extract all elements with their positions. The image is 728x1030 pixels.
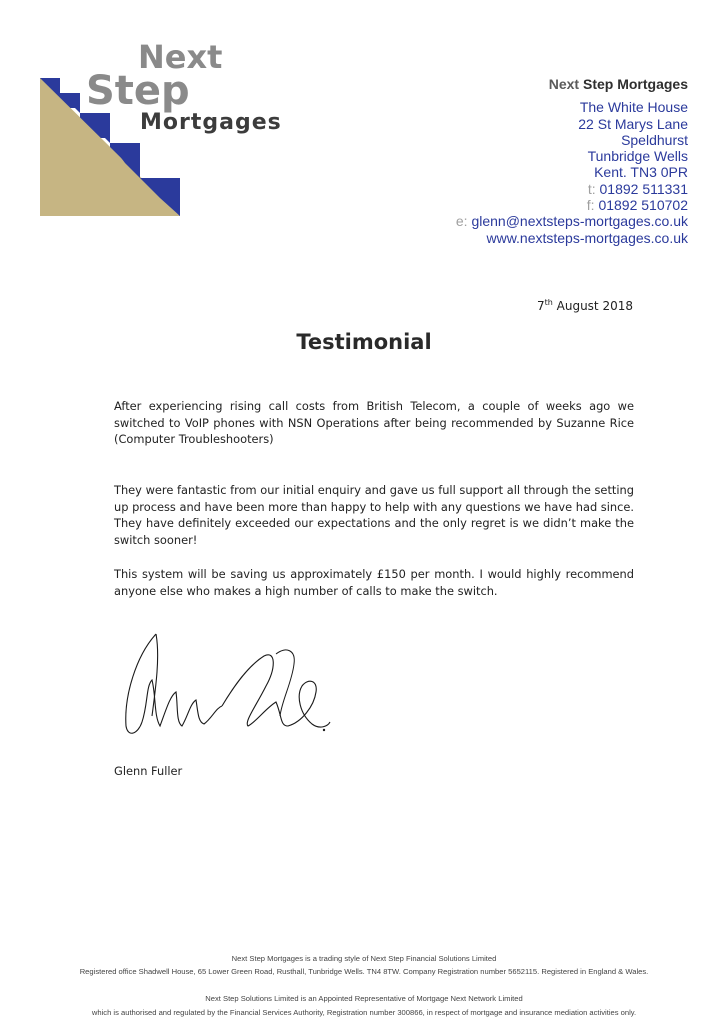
email-label: e: [455, 213, 468, 230]
company-name-light: Next [548, 76, 580, 92]
letterhead-company [456, 76, 688, 92]
address-line: Speldhurst [621, 131, 688, 148]
address-line: 22 St Marys Lane [578, 115, 688, 132]
phone-number: 01892 511331 [599, 180, 688, 197]
fax-line [456, 197, 688, 213]
email-address[interactable]: glenn@nextsteps-mortgages.co.uk [471, 213, 688, 230]
date-month-year: August 2018 [552, 299, 633, 313]
body-paragraph: After experiencing rising call costs from British Telecom, a couple of weeks ago we switched to VoIP phones with NSN Operations after being recommended by Suzanne Rice (Computer Troubleshooters) [114, 399, 634, 446]
letter-date [537, 298, 633, 313]
body-paragraph: They were fantastic from our initial enquiry and gave us full support all through the setting up process and have been more than happy to help with any questions we have had since. They have definitely exceeded our expectations and the only regret is we didn’t make the switch sooner! [114, 483, 635, 547]
signer-name: Glenn Fuller [114, 764, 183, 778]
logo-word-mortgages: Mortgages [140, 110, 282, 135]
logo-word-next: Next [138, 38, 223, 76]
date-day: 7 [536, 299, 545, 313]
footer-line: Next Step Mortgages is a trading style of Next Step Financial Solutions Limited [231, 954, 497, 963]
page-title: Testimonial [296, 330, 432, 354]
address-line: Tunbridge Wells [587, 148, 688, 165]
letterhead-address [456, 76, 688, 246]
date-suffix: th [544, 298, 553, 307]
address-line: Kent. TN3 0PR [594, 164, 688, 181]
footer-line: which is authorised and regulated by the Financial Services Authority, Registration number 300866, in respect of mortgage and insurance mediation activities only. [91, 1008, 637, 1017]
fax-number: 01892 510702 [598, 197, 688, 214]
handwritten-signature [116, 626, 336, 746]
email-line [456, 213, 688, 229]
phone-label: t: [587, 180, 596, 197]
logo-word-step: Step [86, 68, 190, 114]
website-link[interactable]: www.nextsteps-mortgages.co.uk [486, 229, 688, 246]
company-name-bold: Step Mortgages [582, 76, 688, 92]
fax-label: f: [586, 197, 595, 214]
footer-line: Registered office Shadwell House, 65 Lower Green Road, Rusthall, Tunbridge Wells. TN4 8TW. Company Registration number 5652115. Registered in England & Wales. [79, 967, 649, 976]
footer-line: Next Step Solutions Limited is an Appointed Representative of Mortgage Next Network Limited [205, 994, 523, 1003]
address-line: The White House [579, 99, 688, 116]
body-paragraph: This system will be saving us approximately £150 per month. I would highly recommend anyone else who makes a high number of calls to make the switch. [114, 567, 634, 598]
phone-line [456, 181, 688, 197]
